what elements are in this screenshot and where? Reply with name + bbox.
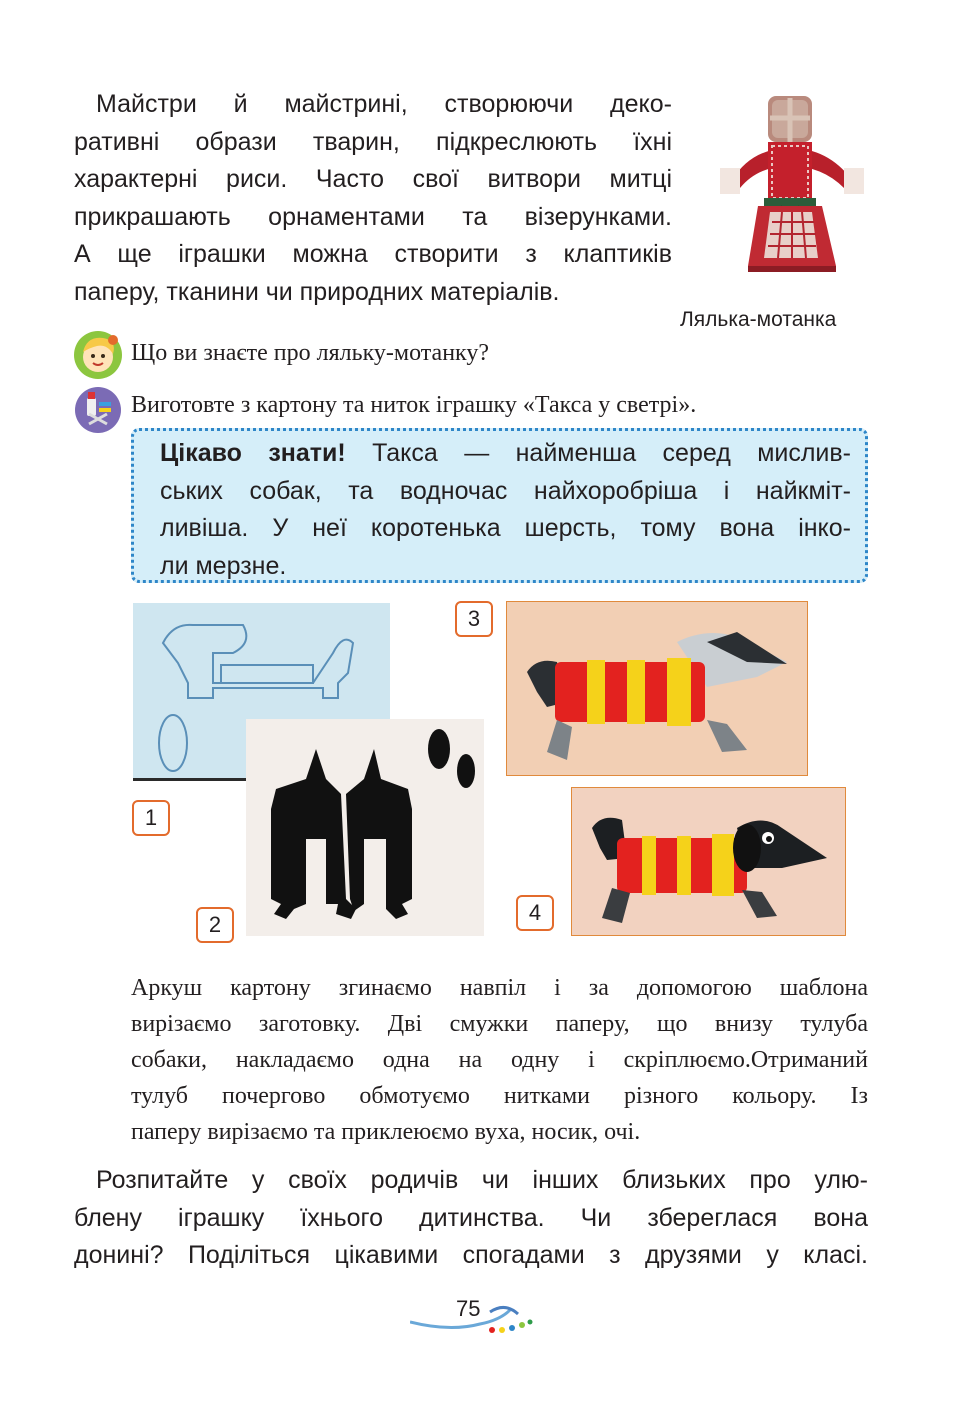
motanka-doll-image [712, 88, 872, 288]
intro-paragraph [74, 86, 672, 311]
instruction-line: тулуб почергово обмотуємо нитками різного кольору. Із [131, 1083, 868, 1109]
craft-tools-icon [73, 384, 123, 434]
photo-label-2: 2 [196, 907, 234, 943]
instruction-line: вирізаємо заготовку. Дві смужки паперу, що внизу тулуба [131, 1011, 868, 1037]
intro-line: А ще іграшки можна створити з клаптиків [74, 240, 672, 268]
outro-line: донині? Поділіться цікавими спогадами з друзями у класі. [74, 1241, 868, 1269]
instructions-paragraph [131, 970, 868, 1150]
info-line: ських собак, та водночас найхоробріша і найкміт- [160, 476, 851, 505]
question-doll: Що ви знаєте про ляльку-мотанку? [131, 340, 490, 366]
info-line [160, 435, 851, 473]
info-line-text: Такса — найменша серед мислив- [345, 439, 852, 467]
photo-label-4: 4 [516, 895, 554, 931]
instruction-line: паперу вирізаємо та приклеюємо вуха, носик, очі. [131, 1119, 641, 1145]
photo-label-1: 1 [132, 800, 170, 836]
outro-paragraph [74, 1162, 868, 1275]
info-label: Цікаво знати! [160, 439, 346, 467]
did-you-know-box [131, 428, 868, 583]
photo-label-3: 3 [455, 601, 493, 637]
outro-line: Розпитайте у своїх родичів чи інших близьких про улю- [96, 1166, 868, 1194]
instruction-line: Аркуш картону згинаємо навпіл і за допомогою шаблона [131, 975, 868, 1001]
info-line: ли мерзне. [160, 551, 287, 580]
intro-line: Майстри й майстрині, створюючи деко- [96, 90, 672, 118]
photo-wrapped-body [506, 601, 808, 776]
intro-line: ративні образи тварин, підкреслюють їхні [74, 127, 672, 156]
intro-line: прикрашають орнаментами та візерунками. [74, 202, 672, 231]
photo-finished-dog [571, 787, 846, 936]
instruction-line: собаки, накладаємо одна на одну і скріплюємо.Отриманий [131, 1047, 868, 1073]
page-number: 75 [456, 1296, 481, 1321]
intro-line: паперу, тканини чи природних матеріалів. [74, 277, 560, 306]
boy-face-icon [73, 330, 123, 380]
intro-line: характерні риси. Часто свої витвори митці [74, 165, 672, 193]
outro-line: блену іграшку їхнього дитинства. Чи збереглася вона [74, 1203, 868, 1232]
doll-caption: Лялька-мотанка [680, 308, 837, 331]
question-task: Виготовте з картону та ниток іграшку «Такса у светрі». [131, 392, 697, 418]
info-line: ливіша. У неї коротенька шерсть, тому вона інко- [160, 514, 851, 542]
photo-cutout [246, 719, 484, 936]
